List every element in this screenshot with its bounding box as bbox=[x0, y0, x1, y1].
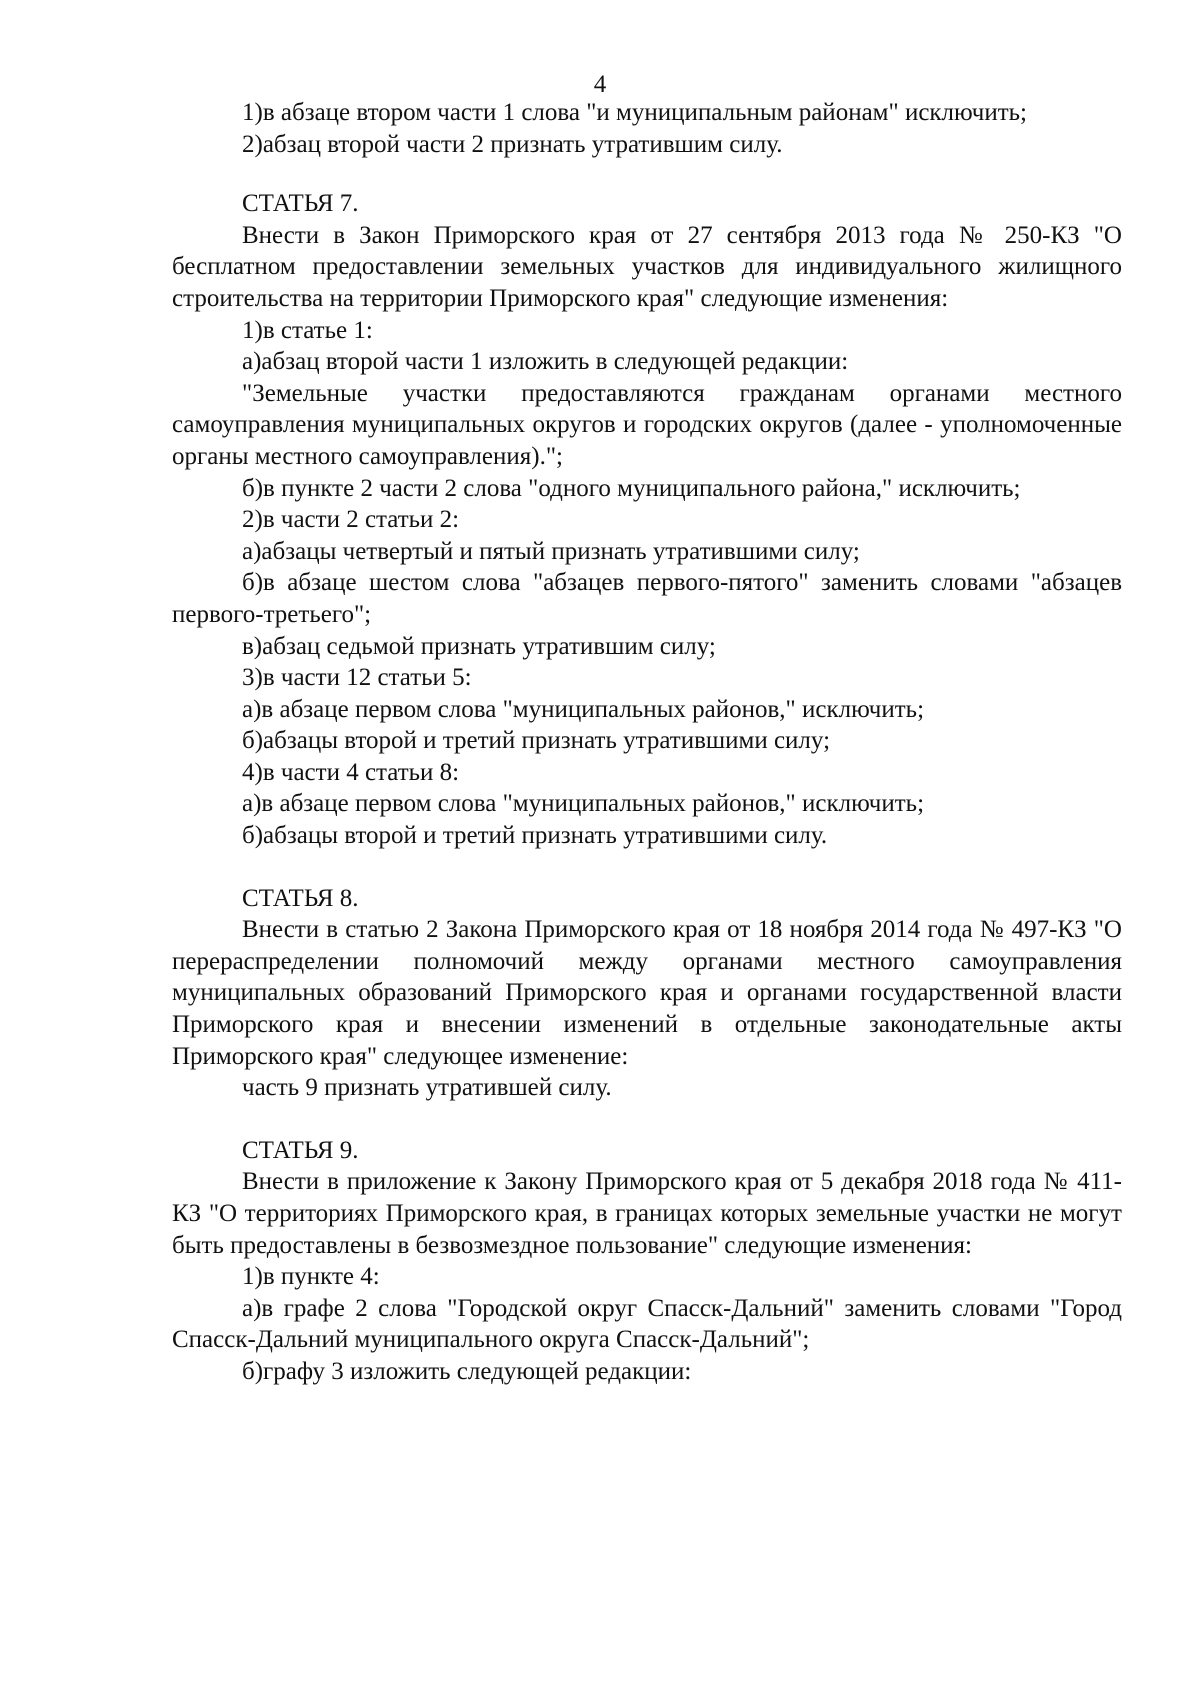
document-body bbox=[172, 97, 1122, 1388]
article-9-heading: СТАТЬЯ 9. bbox=[242, 1136, 359, 1164]
article-7-paragraph: "Земельные участки предоставляются гражданам органами местного самоуправления муниципальных округов и городских округов (далее - уполномоченные органы местного самоуправления)."; bbox=[172, 379, 1122, 470]
article-9-paragraph: Внести в приложение к Закону Приморского края от 5 декабря 2018 года № 411-КЗ "О территориях Приморского края, в границах которых земельные участки не могут быть предоставлены в безвозмездное пользование" следующие изменения: bbox=[172, 1168, 1122, 1259]
article-7-paragraph: б)в пункте 2 части 2 слова "одного муниципального района," исключить; bbox=[242, 474, 1021, 502]
article-7-paragraph: 3)в части 12 статьи 5: bbox=[242, 664, 472, 692]
page-number: 4 bbox=[593, 71, 607, 98]
article-7-paragraph: б)абзацы второй и третий признать утратившими силу; bbox=[242, 727, 831, 755]
article-9-paragraph: б)графу 3 изложить следующей редакции: bbox=[242, 1357, 692, 1385]
article-7-paragraph: 4)в части 4 статьи 8: bbox=[242, 758, 460, 786]
article-8-heading: СТАТЬЯ 8. bbox=[242, 884, 359, 912]
article-7-paragraph: 2)в части 2 статьи 2: bbox=[242, 506, 460, 534]
article-9-paragraph: 1)в пункте 4: bbox=[242, 1263, 380, 1291]
article-7-paragraph: а)абзац второй части 1 изложить в следующей редакции: bbox=[242, 348, 849, 376]
article-7-paragraph: в)абзац седьмой признать утратившим силу; bbox=[242, 632, 716, 660]
article-7-paragraph: б)в абзаце шестом слова "абзацев первого-пятого" заменить словами "абзацев первого-третьего"; bbox=[172, 569, 1122, 628]
intro-paragraph: 1)в абзаце втором части 1 слова "и муниципальным районам" исключить; bbox=[242, 99, 1027, 126]
intro-paragraph: 2)абзац второй части 2 признать утратившим силу. bbox=[242, 130, 783, 158]
article-7-paragraph: а)в абзаце первом слова "муниципальных районов," исключить; bbox=[242, 695, 925, 723]
article-7-heading: СТАТЬЯ 7. bbox=[242, 190, 359, 218]
article-8-paragraph: часть 9 признать утратившей силу. bbox=[242, 1074, 612, 1102]
article-9-paragraph: а)в графе 2 слова "Городской округ Спасск-Дальний" заменить словами "Город Спасск-Дальний муниципального округа Спасск-Дальний"; bbox=[172, 1294, 1122, 1354]
article-7-paragraph: а)в абзаце первом слова "муниципальных районов," исключить; bbox=[242, 790, 925, 818]
article-8-paragraph: Внести в статью 2 Закона Приморского края от 18 ноября 2014 года № 497-КЗ "О перераспределении полномочий между органами местного самоуправления муниципальных образований Приморского края и органами государственной власти Приморского края и внесении изменений в отдельные законодательные акты Приморского края" следующее изменение: bbox=[172, 916, 1122, 1070]
article-7-paragraph: 1)в статье 1: bbox=[242, 316, 373, 344]
article-7-paragraph: б)абзацы второй и третий признать утратившими силу. bbox=[242, 822, 828, 850]
article-7-paragraph: Внести в Закон Приморского края от 27 сентября 2013 года № 250-КЗ "О бесплатном предоставлении земельных участков для индивидуального жилищного строительства на территории Приморского края" следующие изменения: bbox=[172, 221, 1122, 312]
article-7-paragraph: а)абзацы четвертый и пятый признать утратившими силу; bbox=[242, 537, 860, 565]
